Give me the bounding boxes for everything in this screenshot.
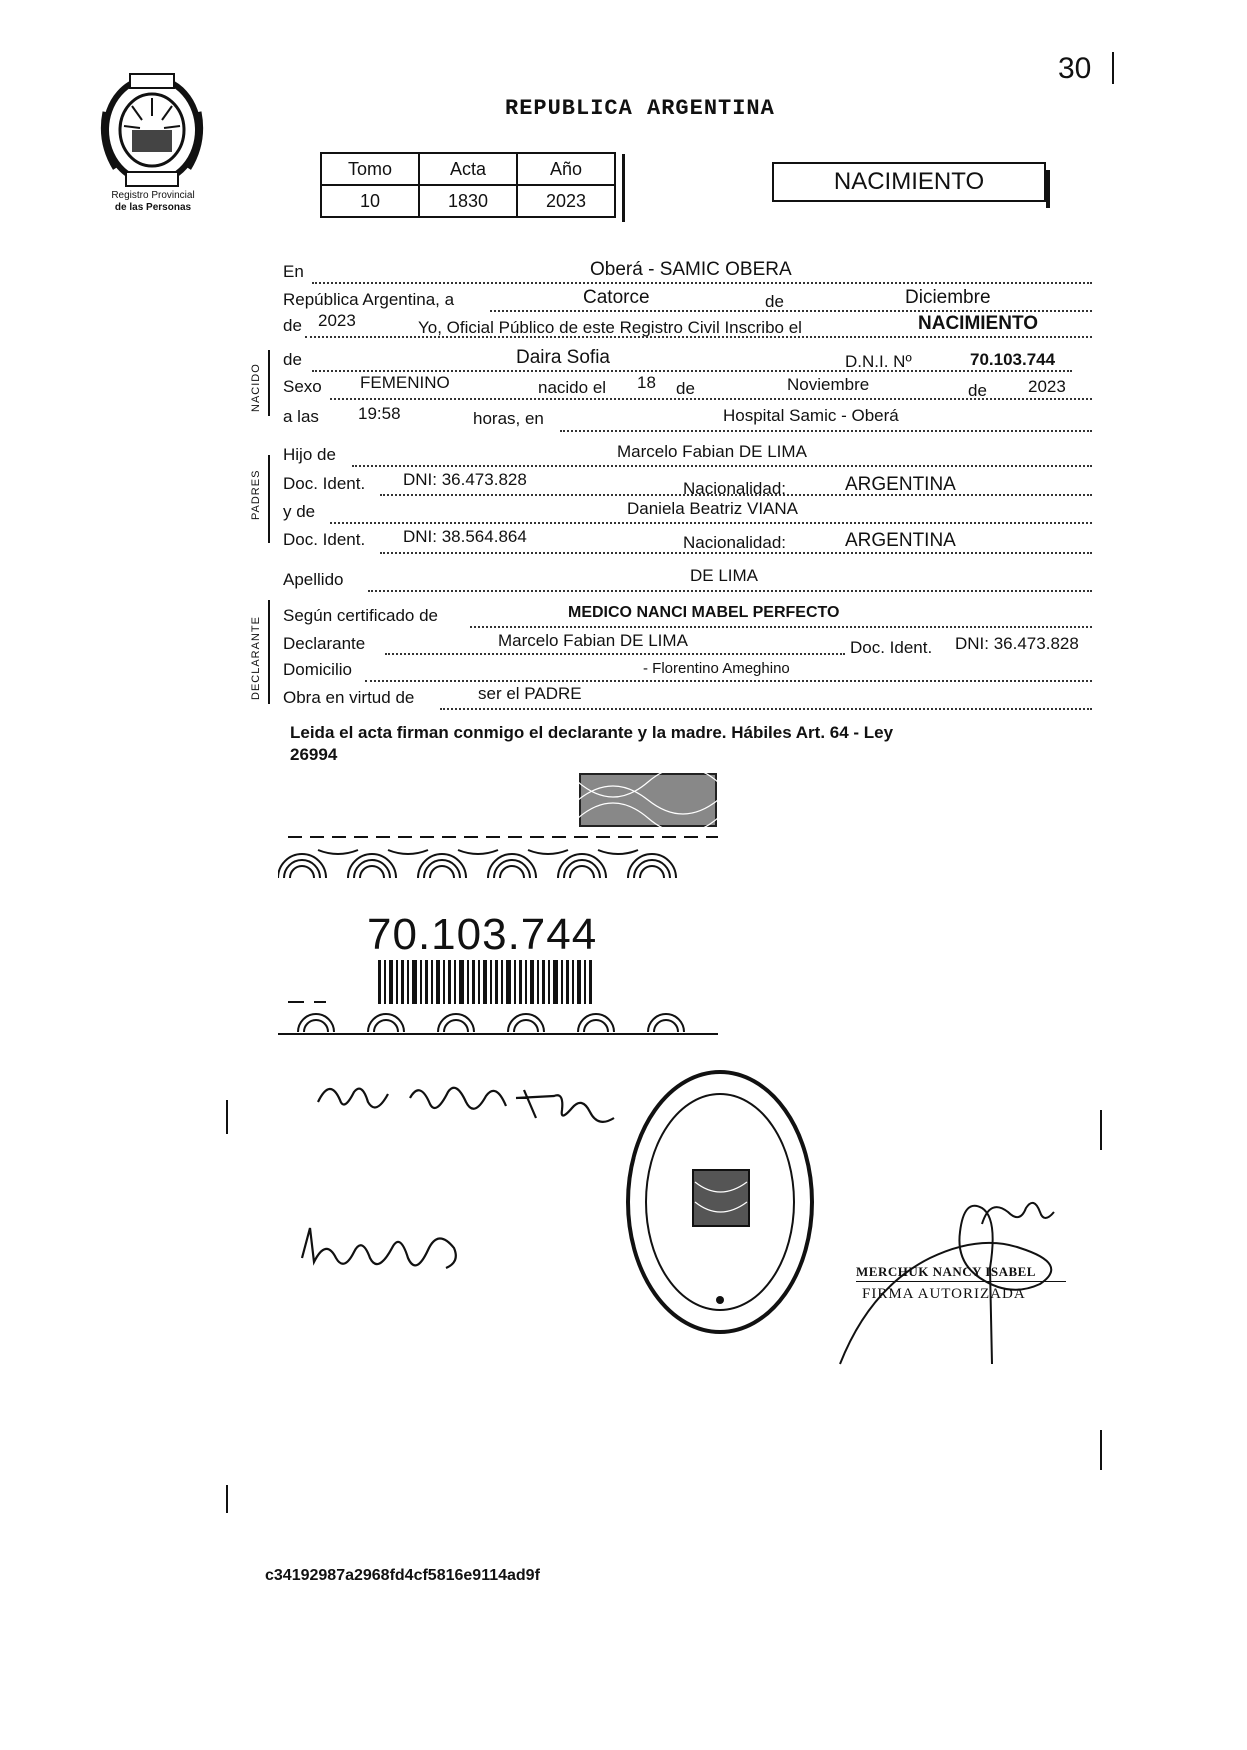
nacido-label: nacido el <box>538 378 607 397</box>
declarant-name: Marcelo Fabian DE LIMA <box>498 631 688 650</box>
doc-ident-label-3: Doc. Ident. <box>850 638 933 657</box>
hijo-label: Hijo de <box>283 445 336 464</box>
declarante-label: Declarante <box>283 634 366 653</box>
child-name: Daira Sofia <box>516 347 610 368</box>
de-label-3: de <box>283 350 302 369</box>
doc-ident-label-2: Doc. Ident. <box>283 530 366 549</box>
registration-day: Catorce <box>583 287 650 308</box>
surname: DE LIMA <box>690 566 759 585</box>
official-role: FIRMA AUTORIZADA <box>862 1286 1026 1302</box>
dotted-line <box>330 522 1092 524</box>
mother-name: Daniela Beatriz VIANA <box>627 499 799 518</box>
birth-month: Noviembre <box>787 375 870 394</box>
mother-signature-icon <box>296 1218 466 1288</box>
mother-nationality: ARGENTINA <box>845 530 956 551</box>
child-dni: 70.103.744 <box>970 350 1056 369</box>
certificado-label: Según certificado de <box>283 606 438 625</box>
dni-label: D.N.I. Nº <box>845 352 912 371</box>
margin-mark <box>1100 1430 1102 1470</box>
barcode-number: 70.103.744 <box>367 910 598 959</box>
dotted-line <box>560 430 1092 432</box>
apellido-label: Apellido <box>283 570 344 589</box>
record-type-box: NACIMIENTO <box>772 162 1046 202</box>
side-label-declarante: DECLARANTE <box>250 616 262 700</box>
document-title: REPUBLICA ARGENTINA <box>505 96 775 121</box>
province-coat-of-arms-icon <box>96 72 208 190</box>
horas-label: horas, en <box>473 409 544 428</box>
side-label-padres: PADRES <box>250 469 262 520</box>
declarant-address: - Florentino Ameghino <box>643 660 790 677</box>
page-number: 30 <box>1058 52 1092 85</box>
registration-kind: NACIMIENTO <box>918 313 1038 334</box>
dotted-line <box>305 336 1092 338</box>
registry-seal-icon <box>615 1062 825 1342</box>
registration-year: 2023 <box>318 311 356 330</box>
acta-value-tomo: 10 <box>321 185 419 217</box>
official-name: MERCHUK NANCY ISABEL <box>856 1264 1036 1279</box>
nacionalidad-label-2: Nacionalidad: <box>683 533 787 552</box>
acta-header-anio: Año <box>517 153 615 185</box>
dotted-line <box>490 310 1092 312</box>
dotted-line <box>380 494 1092 496</box>
dotted-line <box>440 708 1092 710</box>
acta-header-acta: Acta <box>419 153 517 185</box>
dotted-line <box>470 626 1092 628</box>
security-hologram-icon <box>578 772 718 828</box>
logo-caption: Registro Provincial de las Personas <box>111 190 195 213</box>
margin-mark <box>226 1100 228 1134</box>
margin-mark <box>1100 1110 1102 1150</box>
dotted-line <box>368 590 1092 592</box>
dotted-line <box>385 653 845 655</box>
birth-time: 19:58 <box>358 404 401 423</box>
de-label: de <box>765 292 784 311</box>
de-label-4: de <box>676 379 695 398</box>
acta-value-anio: 2023 <box>517 185 615 217</box>
closing-text: Leida el acta firman conmigo el declarante y la madre. Hábiles Art. 64 - Ley 26994 <box>290 723 894 764</box>
sexo-label: Sexo <box>283 377 322 396</box>
father-name: Marcelo Fabian DE LIMA <box>617 442 807 461</box>
decorative-pattern-strip-2 <box>278 996 728 1040</box>
yde-label: y de <box>283 502 316 521</box>
margin-mark <box>1112 52 1114 84</box>
child-sex: FEMENINO <box>360 373 450 392</box>
acta-header-tomo: Tomo <box>321 153 419 185</box>
signature-line <box>856 1281 1066 1282</box>
declarant-relation: ser el PADRE <box>478 684 582 703</box>
acta-table <box>320 152 616 218</box>
declarant-signature-icon <box>310 1072 630 1152</box>
birth-day: 18 <box>637 373 656 392</box>
inscribo-label: Yo, Oficial Público de este Registro Civil Inscribo el <box>418 318 802 337</box>
en-label: En <box>283 262 304 281</box>
nacionalidad-label: Nacionalidad: <box>683 479 787 498</box>
mother-doc: DNI: 38.564.864 <box>403 527 527 546</box>
de-label-2: de <box>283 316 302 335</box>
birth-year: 2023 <box>1028 377 1066 396</box>
domicilio-label: Domicilio <box>283 660 352 679</box>
table-edge <box>622 154 625 222</box>
registration-month: Diciembre <box>905 287 991 308</box>
declarant-doc: DNI: 36.473.828 <box>955 634 1079 653</box>
dotted-line <box>312 282 1092 284</box>
document-hash: c34192987a2968fd4cf5816e9114ad9f <box>265 1567 540 1584</box>
decorative-pattern-strip <box>278 832 728 882</box>
obra-label: Obra en virtud de <box>283 688 415 707</box>
dotted-line <box>312 370 1072 372</box>
dotted-line <box>365 680 1092 682</box>
father-nationality: ARGENTINA <box>845 474 956 495</box>
birth-registration-place: Oberá - SAMIC OBERA <box>590 259 792 280</box>
alas-label: a las <box>283 407 319 426</box>
de-label-5: de <box>968 381 987 400</box>
bracket-nacido <box>268 350 270 416</box>
margin-mark <box>226 1485 228 1513</box>
side-label-nacido: NACIDO <box>250 363 262 412</box>
doc-ident-label: Doc. Ident. <box>283 474 366 493</box>
birth-place: Hospital Samic - Oberá <box>723 406 899 425</box>
dotted-line <box>380 552 1092 554</box>
father-doc: DNI: 36.473.828 <box>403 470 527 489</box>
dotted-line <box>352 465 1092 467</box>
republica-label: República Argentina, a <box>283 290 455 309</box>
bracket-declarante <box>268 600 270 704</box>
acta-value-acta: 1830 <box>419 185 517 217</box>
certificate-issuer: MEDICO NANCI MABEL PERFECTO <box>568 604 840 621</box>
bracket-padres <box>268 455 270 543</box>
